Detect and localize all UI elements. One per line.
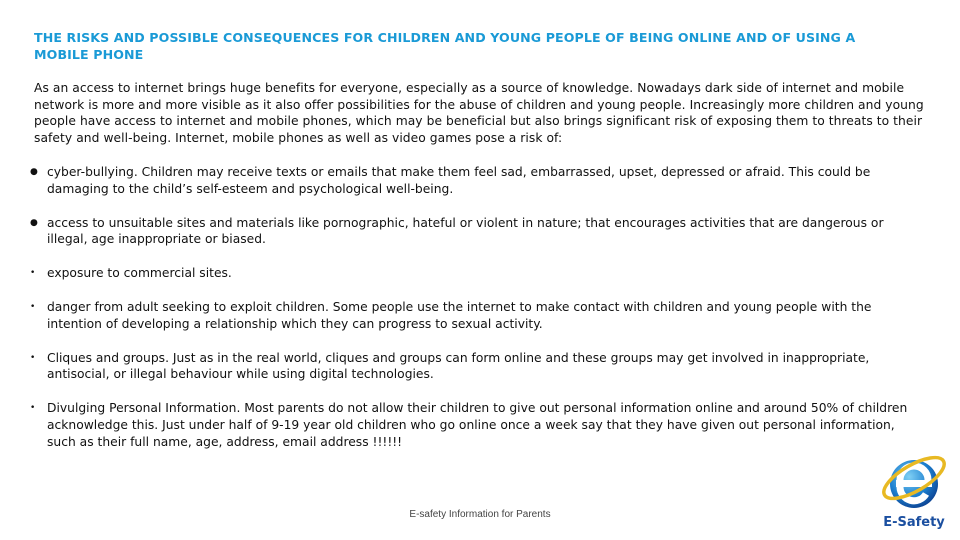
bullet-icon: •	[30, 301, 36, 312]
risk-list	[30, 164, 925, 468]
list-item-text: cyber-bullying. Children may receive texts or emails that make them feel sad, embarrassed, upset, depressed or afraid. This could be damaging to the child’s self-esteem and psychological well-being.	[47, 165, 871, 196]
bullet-icon: ●	[30, 167, 38, 177]
list-item-text: Divulging Personal Information. Most parents do not allow their children to give out personal information online and around 50% of children acknowledge this. Just under half of 9-19 year old children who go online once a week say that they have given out personal information, such as their full name, age, address, email address !!!!!!	[47, 401, 908, 449]
list-item-text: danger from adult seeking to exploit children. Some people use the internet to make contact with children and young people with the intention of developing a relationship which they can progress to sexual activity.	[47, 299, 872, 331]
list-item-text: exposure to commercial sites.	[47, 266, 232, 281]
bullet-icon: •	[30, 352, 36, 363]
list-item	[30, 350, 925, 384]
list-item-text: Cliques and groups. Just as in the real world, cliques and groups can form online and these groups may get involved in inappropriate, antisocial, or illegal behaviour while using digital technologies.	[47, 350, 870, 382]
intro-paragraph: As an access to internet brings huge benefits for everyone, especially as a source of knowledge. Nowadays dark side of internet and mobile network is more and more visible as it also offer possibilities for the abuse of children and young people. Increasingly more children and young people have access to internet and mobile phones, which may be beneficial but also brings significant risk of exposing them to threats to their safety and well-being. Internet, mobile phones as well as video games pose a risk of:	[34, 81, 924, 146]
list-item	[30, 215, 925, 249]
list-item	[30, 265, 925, 282]
list-item	[30, 299, 925, 333]
list-item-text: access to unsuitable sites and materials like pornographic, hateful or violent in nature; that encourages activities that are dangerous or illegal, age inappropriate or biased.	[47, 215, 884, 247]
list-item	[30, 400, 925, 450]
page-title: THE RISKS AND POSSIBLE CONSEQUENCES FOR CHILDREN AND YOUNG PEOPLE OF BEING ONLINE AND OF USING A MOBILE PHONE	[34, 30, 856, 62]
bullet-icon: •	[30, 403, 36, 414]
bullet-icon: •	[30, 268, 36, 279]
logo-text: E-Safety	[883, 515, 945, 530]
list-item	[30, 164, 925, 198]
bullet-icon: ●	[30, 217, 38, 228]
e-safety-logo-icon	[878, 446, 950, 532]
footer-text: E-safety Information for Parents	[409, 509, 551, 520]
